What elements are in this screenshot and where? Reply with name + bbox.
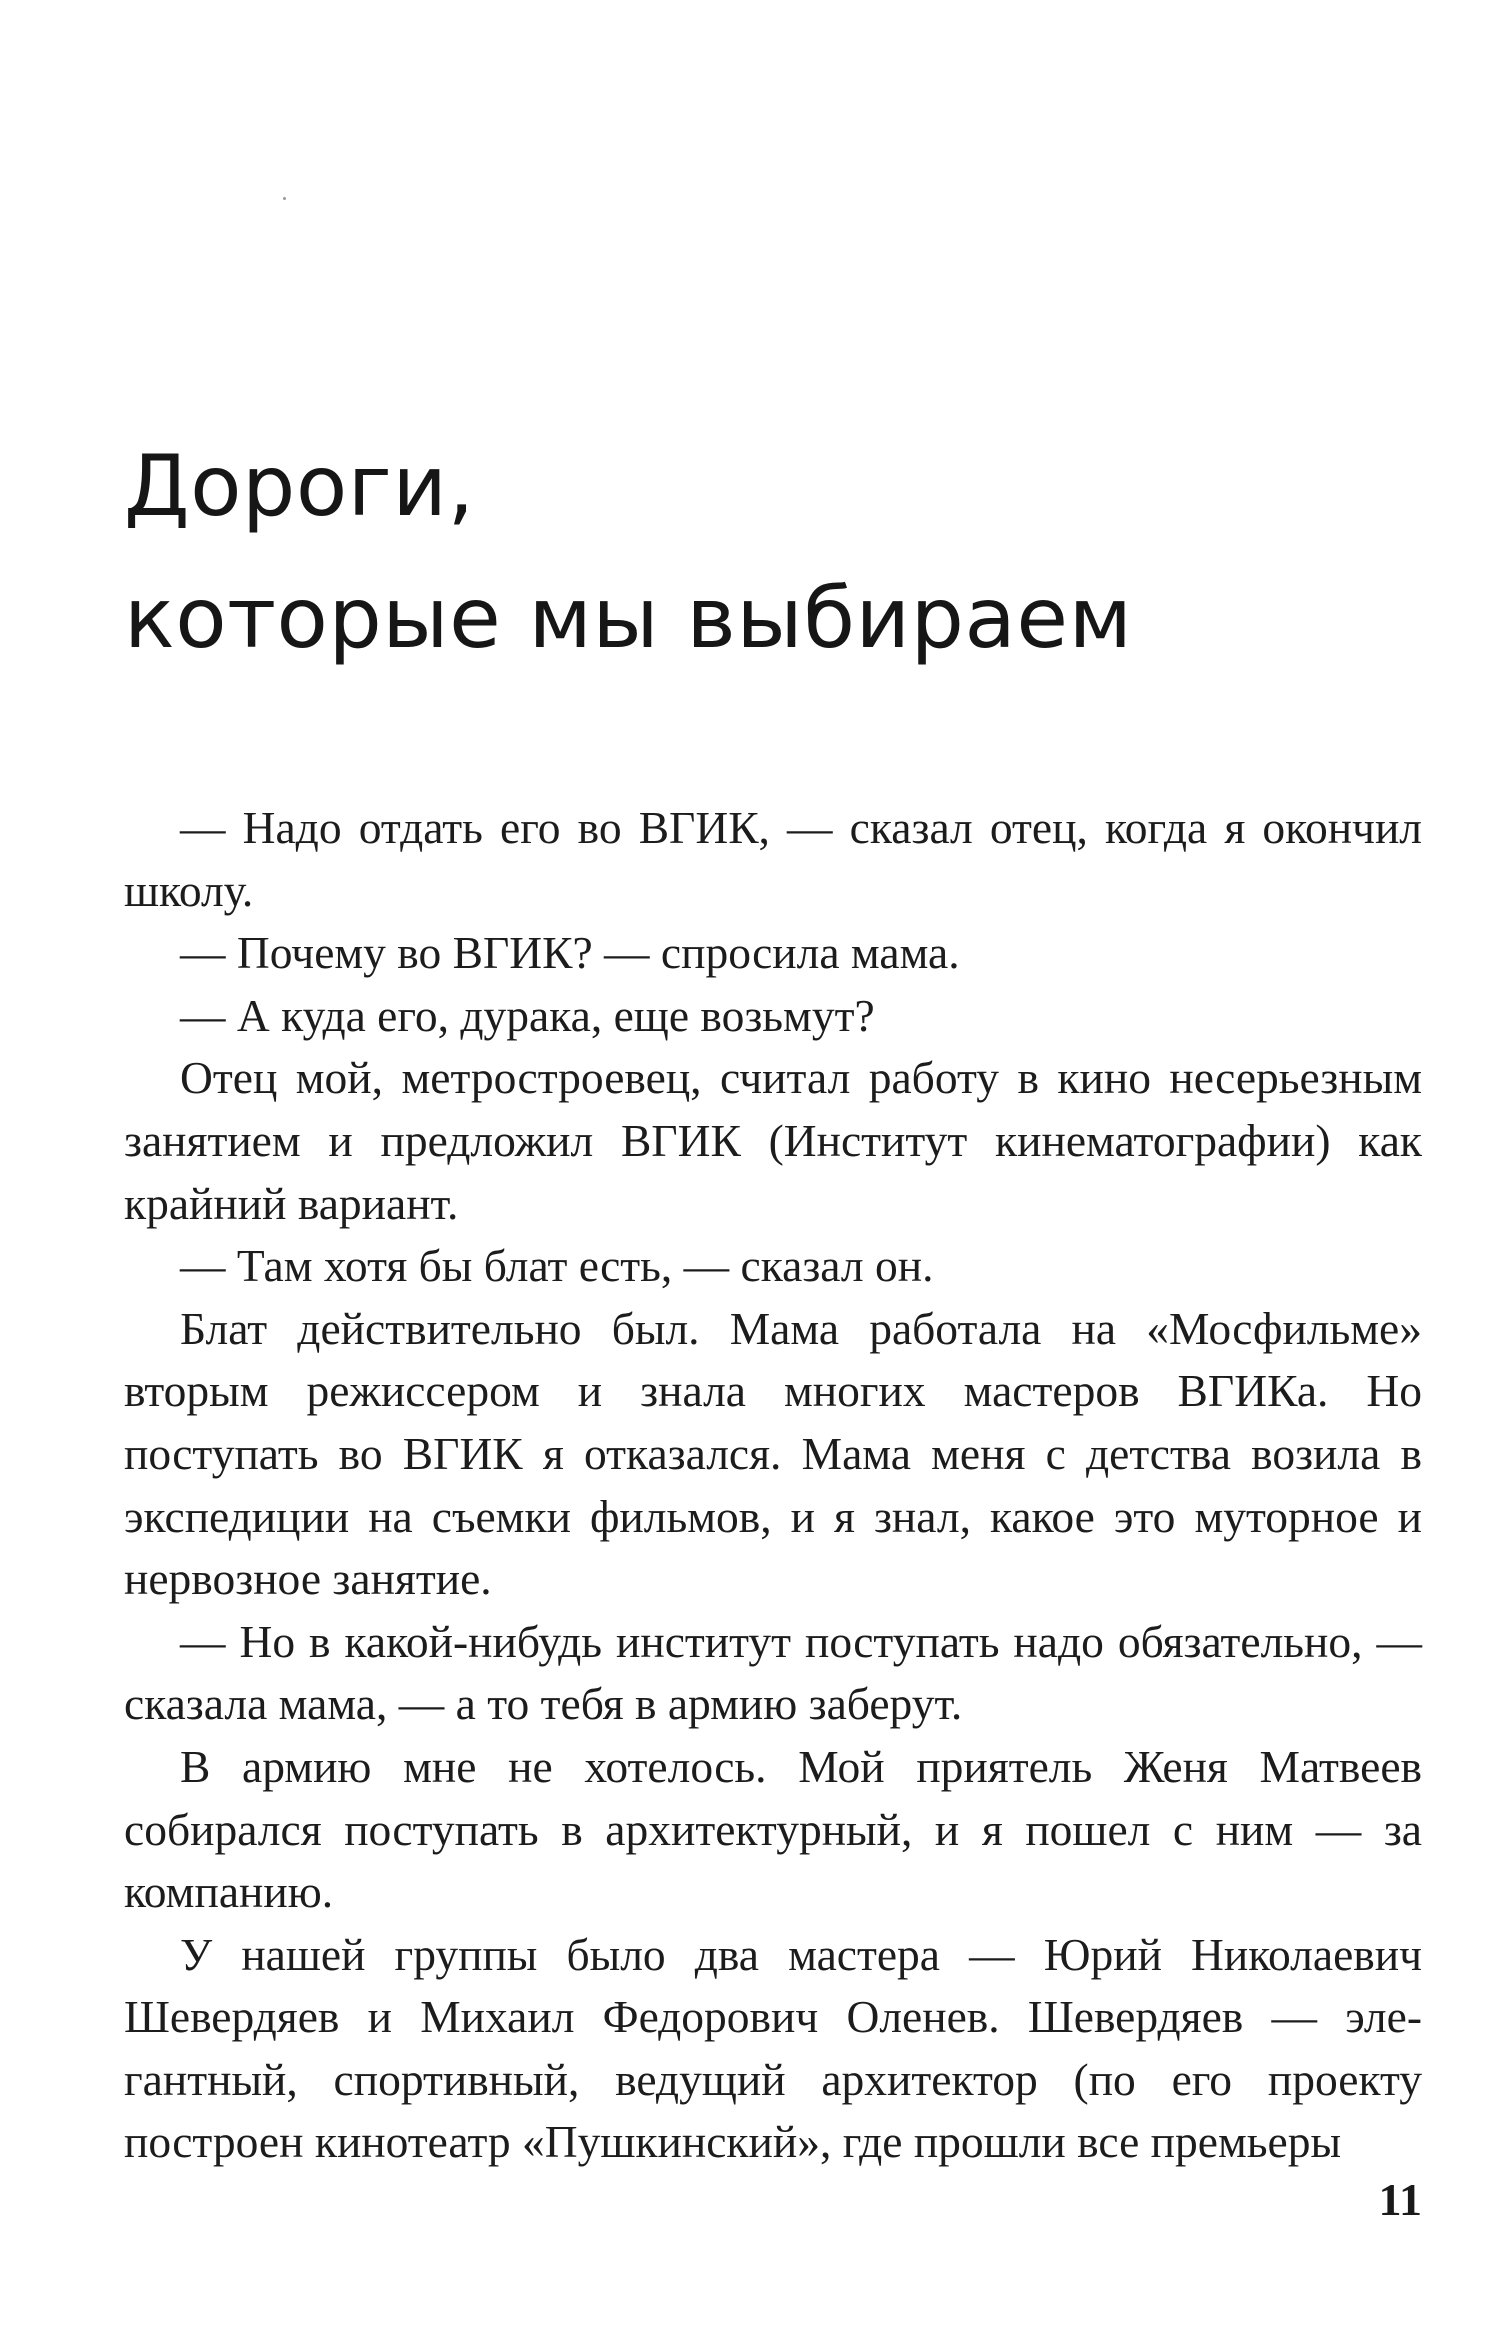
paragraph: — А куда его, дурака, еще возьмут? (180, 989, 875, 1041)
paragraph: Отец мой, метростроевец, считал работу в кино несерьезным занятием и предложил ВГИК (Институт кинематографии) как крайний вариант. (124, 1052, 1422, 1229)
chapter-title (124, 420, 1384, 684)
scan-speck (283, 197, 286, 200)
paragraph: — Но в какой-нибудь институт поступать надо обязательно, — сказала мама, — а то тебя в армию заберут. (124, 1615, 1422, 1730)
paragraph: — Там хотя бы блат есть, — сказал он. (180, 1240, 934, 1292)
paragraph: — Надо отдать его во ВГИК, — сказал отец, когда я окончил школу. (124, 802, 1422, 916)
chapter-body (124, 797, 1422, 2174)
chapter-title-line-2: которые мы выбираем (124, 569, 1133, 667)
paragraph: — Почему во ВГИК? — спросила мама. (180, 927, 960, 979)
page-number: 11 (1378, 2174, 1422, 2225)
paragraph: У нашей группы было два мастера — Юрий Николаевич Шевердяев и Михаил Федорович Оленев. Шевердяев — элегантный, спортивный, ведущий архитектор (по его проекту построен кинотеатр «Пушкинский», где прошли все премьеры (124, 1928, 1422, 2168)
paragraph: В армию мне не хотелось. Мой приятель Женя Матвеев собирался поступать в архитектурный, и я пошел с ним — за компанию. (124, 1740, 1422, 1918)
paragraph: Блат действительно был. Мама работала на «Мосфильме» вторым режиссером и знала многих мастеров ВГИКа. Но поступать во ВГИК я отказался. Мама меня с детства возила в экспедиции на съемки фильмов, и я знал, какое это муторное и нервозное занятие. (124, 1302, 1422, 1605)
chapter-title-line-1: Дороги, (124, 437, 475, 535)
